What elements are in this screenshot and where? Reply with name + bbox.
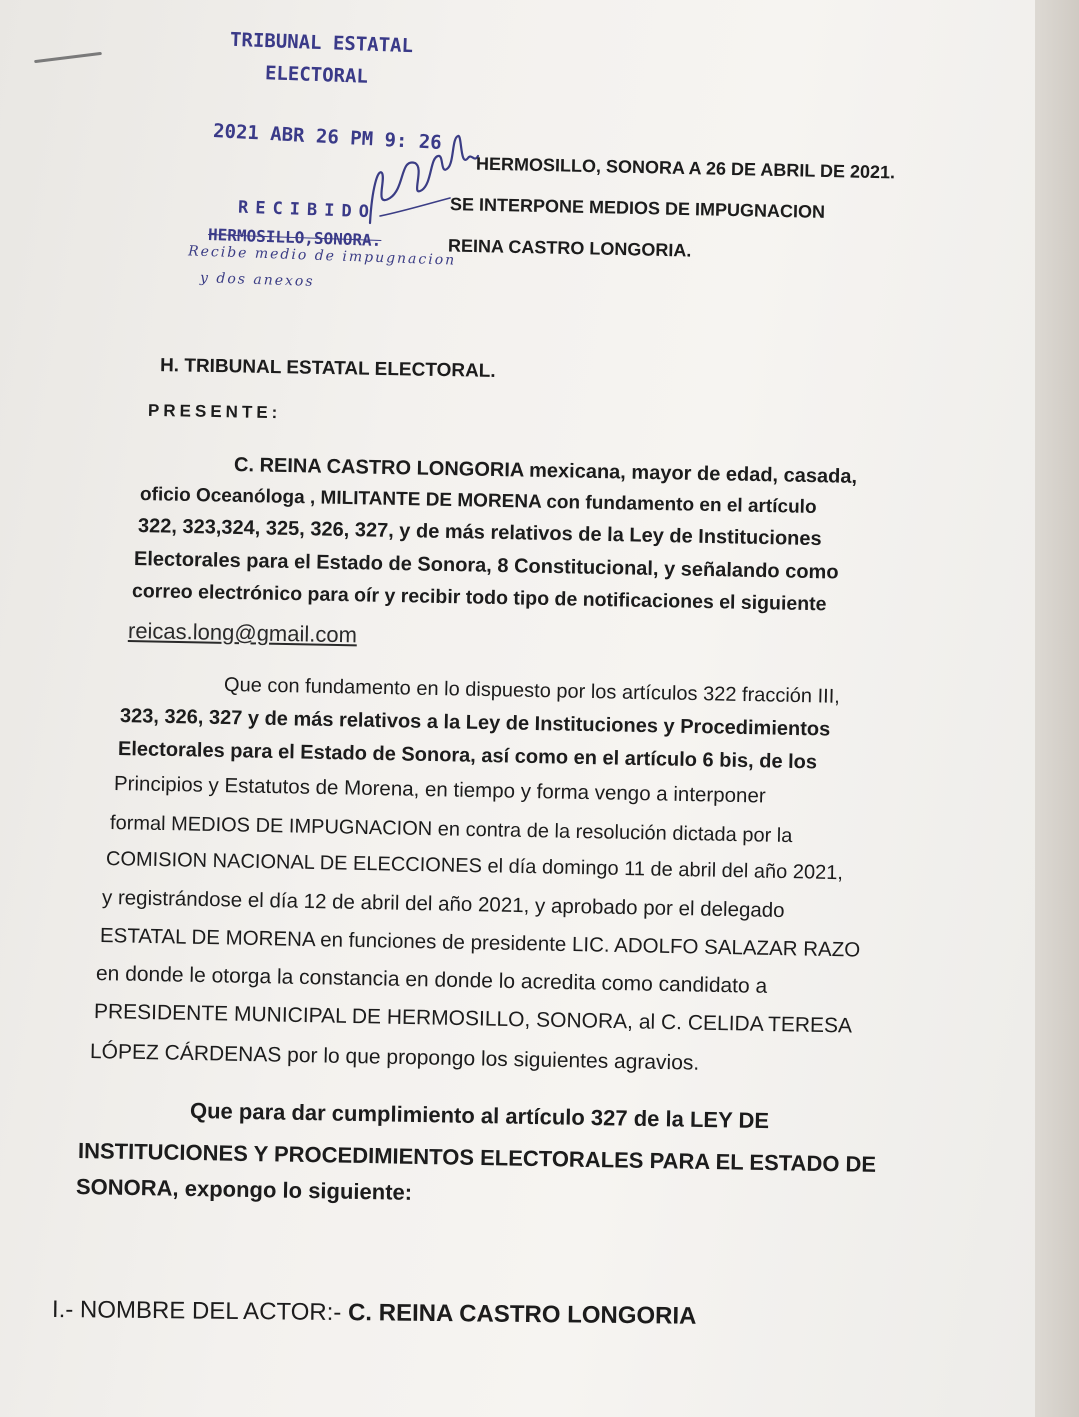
stamp-org-line1: TRIBUNAL ESTATAL [229, 28, 414, 58]
addressee-court: H. TRIBUNAL ESTATAL ELECTORAL. [159, 355, 496, 382]
header-author: REINA CASTRO LONGORIA. [447, 235, 692, 261]
p2-line-5: formal MEDIOS DE IMPUGNACION en contra de la resolución dictada por la [109, 812, 793, 848]
handwritten-note-line1: Recibe medio de impugnacion [187, 243, 457, 269]
p2-line-3: Electorales para el Estado de Sonora, así como en el artículo 6 bis, de los [117, 738, 818, 774]
stamp-datetime: 2021 ABR 26 PM 9: 26 [212, 120, 443, 154]
p1-line-1: C. REINA CASTRO LONGORIA mexicana, mayor de edad, casada, [233, 454, 858, 488]
p3-line-1: Que para dar cumplimiento al artículo 327 de la LEY DE [189, 1098, 770, 1134]
p2-line-4: Principios y Estatutos de Morena, en tiempo y forma vengo a interponer [113, 772, 766, 808]
p2-line-1: Que con fundamento en lo dispuesto por los artículos 322 fracción III, [223, 674, 841, 708]
p2-line-11: LÓPEZ CÁRDENAS por lo que propongo los siguientes agravios. [89, 1040, 700, 1075]
p2-line-9: en donde le otorga la constancia en donde lo acredita como candidato a [95, 962, 768, 998]
p2-line-8: ESTATAL DE MORENA en funciones de presidente LIC. ADOLFO SALAZAR RAZO [99, 924, 861, 962]
pen-mark [34, 52, 102, 63]
header-place-date: HERMOSILLO, SONORA A 26 DE ABRIL DE 2021. [475, 153, 896, 183]
p2-line-10: PRESIDENTE MUNICIPAL DE HERMOSILLO, SONORA, al C. CELIDA TERESA [93, 1000, 853, 1038]
actor-label: I.- NOMBRE DEL ACTOR:- [51, 1296, 342, 1327]
signature-scribble [360, 128, 480, 238]
stamp-city: HERMOSILLO,SONORA. [207, 224, 382, 251]
p1-line-5: correo electrónico para oír y recibir todo tipo de notificaciones el siguiente [131, 580, 827, 616]
page-edge-shadow [1035, 0, 1079, 1417]
p2-line-2: 323, 326, 327 y de más relativos a la Ley de Instituciones y Procedimientos [119, 705, 831, 741]
handwritten-note-line2: y dos anexos [199, 270, 315, 290]
stamp-received: RECIBIDO [237, 197, 377, 223]
p2-line-7: y registrándose el día 12 de abril del año 2021, y aprobado por el delegado [101, 886, 785, 923]
stamp-org-line2: ELECTORAL [264, 62, 369, 88]
actor-line [52, 1296, 697, 1331]
header-subject: SE INTERPONE MEDIOS DE IMPUGNACION [449, 194, 826, 222]
email-address: reicas.long@gmail.com [127, 618, 358, 648]
p1-line-2: oficio Oceanóloga , MILITANTE DE MORENA con fundamento en el artículo [139, 484, 817, 518]
p3-line-2: INSTITUCIONES Y PROCEDIMIENTOS ELECTORALES PARA EL ESTADO DE [77, 1138, 877, 1177]
p1-line-3: 322, 323,324, 325, 326, 327, y de más relativos de la Ley de Instituciones [137, 515, 822, 551]
actor-name: C. REINA CASTRO LONGORIA [347, 1299, 697, 1330]
addressee-present: PRESENTE: [147, 400, 282, 423]
p2-line-6: COMISION NACIONAL DE ELECCIONES el día domingo 11 de abril del año 2021, [105, 848, 844, 885]
p1-line-4: Electorales para el Estado de Sonora, 8 Constitucional, y señalando como [133, 548, 839, 584]
p3-line-3: SONORA, expongo lo siguiente: [75, 1174, 413, 1205]
